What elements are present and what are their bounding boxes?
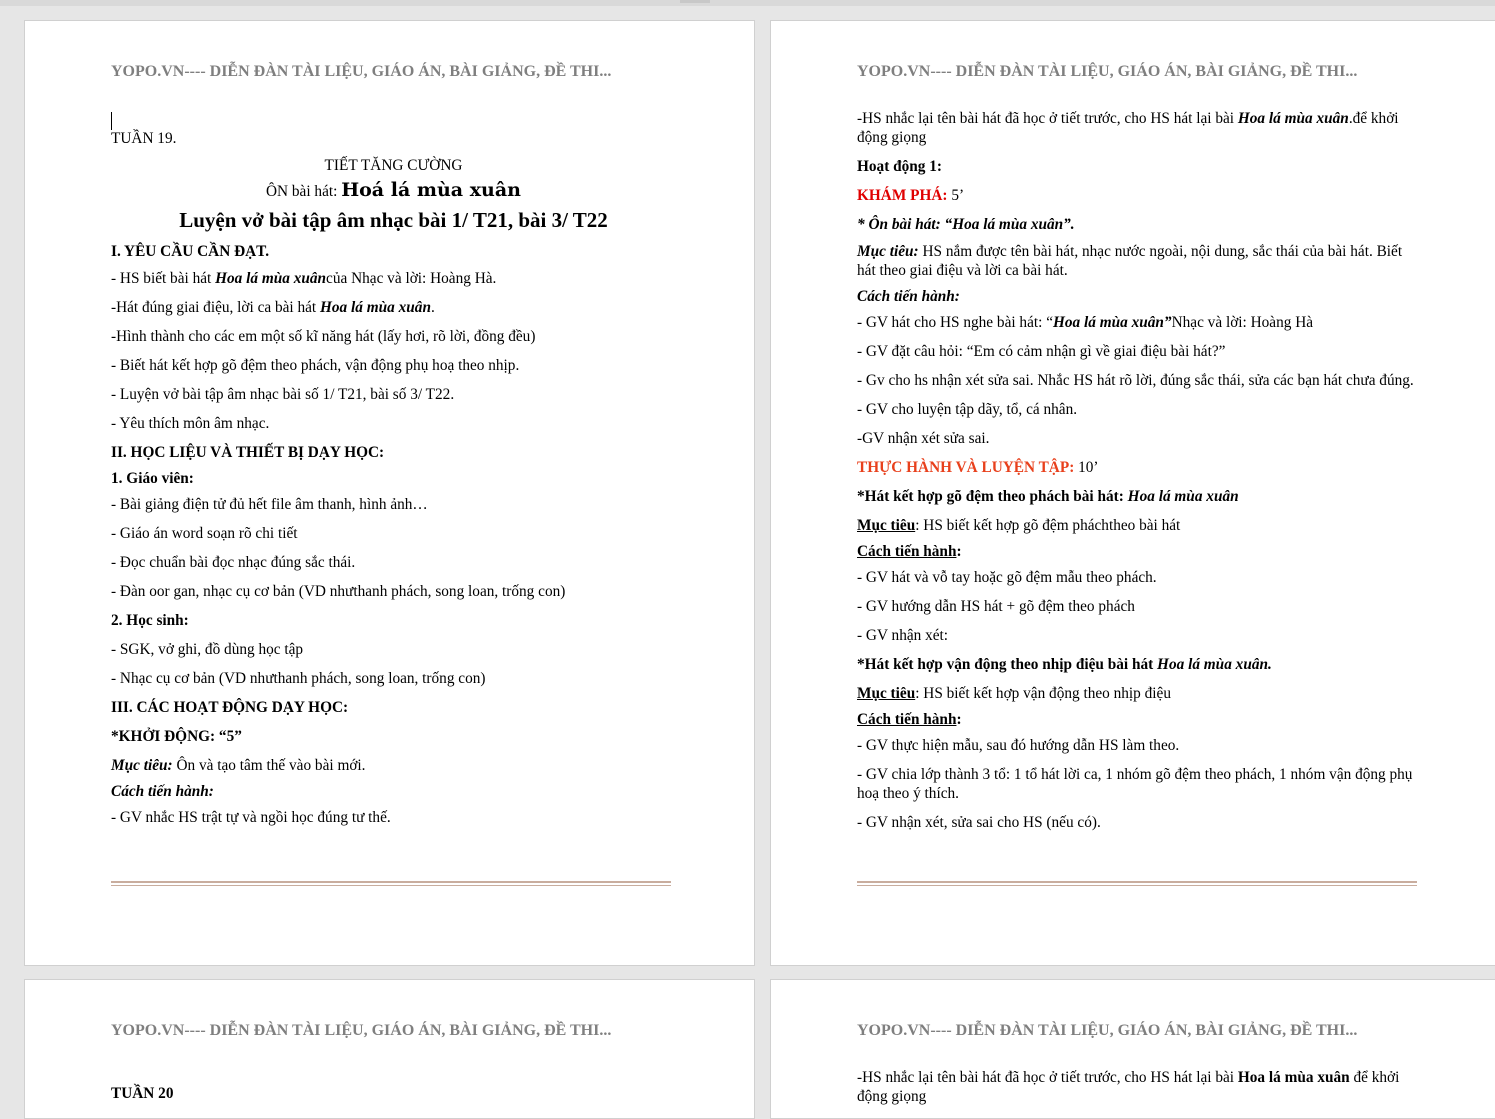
page-header: YOPO.VN---- DIỄN ĐÀN TÀI LIỆU, GIÁO ÁN, BÀI GIẢNG, ĐỀ THI... [111, 63, 612, 80]
teacher-subheading: 1. Giáo viên: [111, 470, 194, 487]
requirement-2: -Hát đúng giai điệu, lời ca bài hát Hoa lá mùa xuân. [111, 299, 435, 316]
lesson-type: TIẾT TĂNG CƯỜNG [324, 157, 463, 174]
week-label: TUẦN 20 [111, 1085, 174, 1102]
page-header: YOPO.VN---- DIỄN ĐÀN TÀI LIỆU, GIÁO ÁN, BÀI GIẢNG, ĐỀ THI... [111, 1022, 612, 1039]
review-line: ÔN bài hát: Hoá lá mùa xuân [265, 179, 521, 201]
footer-rule [857, 881, 1417, 886]
teacher-item-3: - Đọc chuẩn bài đọc nhạc đúng sắc thái. [111, 554, 356, 571]
ruler-marker [680, 0, 710, 3]
goal-3: Mục tiêu: HS biết kết hợp vận động theo nhịp điệu [857, 685, 1171, 702]
method-3: Cách tiến hành: [857, 711, 962, 728]
activity-heading: Hoạt động 1: [857, 158, 942, 175]
song-title: Hoá lá mùa xuân [341, 179, 521, 201]
movement-step-2: - GV chia lớp thành 3 tổ: 1 tổ hát lời ca, 1 nhóm gõ đệm theo phách, 1 nhóm vận động phụ hoạ theo ý thích. [857, 766, 1413, 802]
footer-rule [111, 881, 671, 886]
page-body[interactable] [857, 109, 1419, 832]
requirement-5: - Luyện vở bài tập âm nhạc bài số 1/ T21, bài số 3/ T22. [111, 386, 455, 403]
page-body[interactable] [111, 1084, 676, 1103]
movement-step-3: - GV nhận xét, sửa sai cho HS (nếu có). [857, 814, 1101, 831]
practice-heading: THỰC HÀNH VÀ LUYỆN TẬP: 10’ [857, 459, 1099, 476]
step-1: - GV hát cho HS nghe bài hát: “Hoa lá mùa xuân”Nhạc và lời: Hoàng Hà [857, 314, 1314, 331]
page-header: YOPO.VN---- DIỄN ĐÀN TÀI LIỆU, GIÁO ÁN, BÀI GIẢNG, ĐỀ THI... [857, 1022, 1358, 1039]
recall-line: -HS nhắc lại tên bài hát đã học ở tiết trước, cho HS hát lại bài Hoa lá mùa xuân.để khởi động giọng [857, 110, 1399, 146]
method-2: Cách tiến hành: [857, 543, 962, 560]
step-4: - GV cho luyện tập dãy, tổ, cá nhân. [857, 401, 1078, 418]
document-page-2[interactable] [770, 20, 1495, 966]
page-body[interactable] [111, 111, 676, 827]
requirement-1: - HS biết bài hát Hoa lá mùa xuâncủa Nhạc và lời: Hoàng Hà. [111, 270, 497, 287]
review-heading: * Ôn bài hát: “Hoa lá mùa xuân”. [857, 216, 1075, 233]
method-label: Cách tiến hành: [111, 783, 214, 800]
recall-line: -HS nhắc lại tên bài hát đã học ở tiết trước, cho HS hát lại bài Hoa lá mùa xuân để khởi động giọng [857, 1069, 1400, 1105]
student-item-2: - Nhạc cụ cơ bản (VD nhưthanh phách, song loan, trống con) [111, 670, 486, 687]
step-5: -GV nhận xét sửa sai. [857, 430, 990, 447]
teacher-item-4: - Đàn oor gan, nhạc cụ cơ bản (VD nhưthanh phách, song loan, trống con) [111, 583, 566, 600]
method-step-1: - GV nhắc HS trật tự và ngồi học đúng tư thế. [111, 809, 391, 826]
page-body[interactable] [857, 1068, 1419, 1106]
explore-heading: KHÁM PHÁ: 5’ [857, 187, 965, 204]
top-toolbar-strip [0, 0, 1495, 6]
practice-step-2: - GV hướng dẫn HS hát + gõ đệm theo phách [857, 598, 1135, 615]
text-cursor [111, 112, 112, 130]
student-subheading: 2. Học sinh: [111, 612, 189, 629]
practice-step-1: - GV hát và vỗ tay hoặc gõ đệm mẫu theo phách. [857, 569, 1157, 586]
goal-2: Mục tiêu: HS biết kết hợp gõ đệm pháchtheo bài hát [857, 517, 1181, 534]
movement-step-1: - GV thực hiện mẫu, sau đó hướng dẫn HS làm theo. [857, 737, 1180, 754]
step-2: - GV đặt câu hỏi: “Em có cảm nhận gì về giai điệu bài hát?” [857, 343, 1226, 360]
requirement-4: - Biết hát kết hợp gõ đệm theo phách, vận động phụ hoạ theo nhịp. [111, 357, 520, 374]
step-3: - Gv cho hs nhận xét sửa sai. Nhắc HS hát rõ lời, đúng sắc thái, sửa các bạn hát chưa đúng. [857, 372, 1414, 389]
section-heading-1: I. YÊU CẦU CẦN ĐẠT. [111, 243, 270, 260]
page-header: YOPO.VN---- DIỄN ĐÀN TÀI LIỆU, GIÁO ÁN, BÀI GIẢNG, ĐỀ THI... [857, 63, 1358, 80]
method-label: Cách tiến hành: [857, 288, 960, 305]
practice-step-3: - GV nhận xét: [857, 627, 949, 644]
practice-title: Luyện vở bài tập âm nhạc bài 1/ T21, bài 3/ T22 [179, 208, 608, 232]
document-page-4[interactable] [770, 979, 1495, 1119]
goal-line: Mục tiêu: HS nắm được tên bài hát, nhạc nước ngoài, nội dung, sắc thái của bài hát. Biết hát theo giai điệu và lời ca bài hát. [857, 243, 1403, 279]
task-2: *Hát kết hợp vận động theo nhịp điệu bài hát Hoa lá mùa xuân. [857, 656, 1272, 673]
section-heading-3: III. CÁC HOẠT ĐỘNG DẠY HỌC: [111, 699, 349, 716]
requirement-3: -Hình thành cho các em một số kĩ năng hát (lấy hơi, rõ lời, đồng đều) [111, 328, 536, 345]
section-heading-2: II. HỌC LIỆU VÀ THIẾT BỊ DẠY HỌC: [111, 444, 385, 461]
requirement-6: - Yêu thích môn âm nhạc. [111, 415, 270, 432]
teacher-item-2: - Giáo án word soạn rõ chi tiết [111, 525, 298, 542]
warmup-goal: Mục tiêu: Ôn và tạo tâm thế vào bài mới. [111, 757, 366, 774]
document-page-3[interactable] [24, 979, 755, 1119]
warmup-heading: *KHỞI ĐỘNG: “5” [111, 728, 242, 745]
task-1: *Hát kết hợp gõ đệm theo phách bài hát: Hoa lá mùa xuân [857, 488, 1239, 505]
document-page-1[interactable] [24, 20, 755, 966]
week-label: TUẦN 19. [111, 130, 177, 147]
teacher-item-1: - Bài giảng điện tử đủ hết file âm thanh, hình ảnh… [111, 496, 428, 513]
student-item-1: - SGK, vở ghi, đồ dùng học tập [111, 641, 304, 658]
